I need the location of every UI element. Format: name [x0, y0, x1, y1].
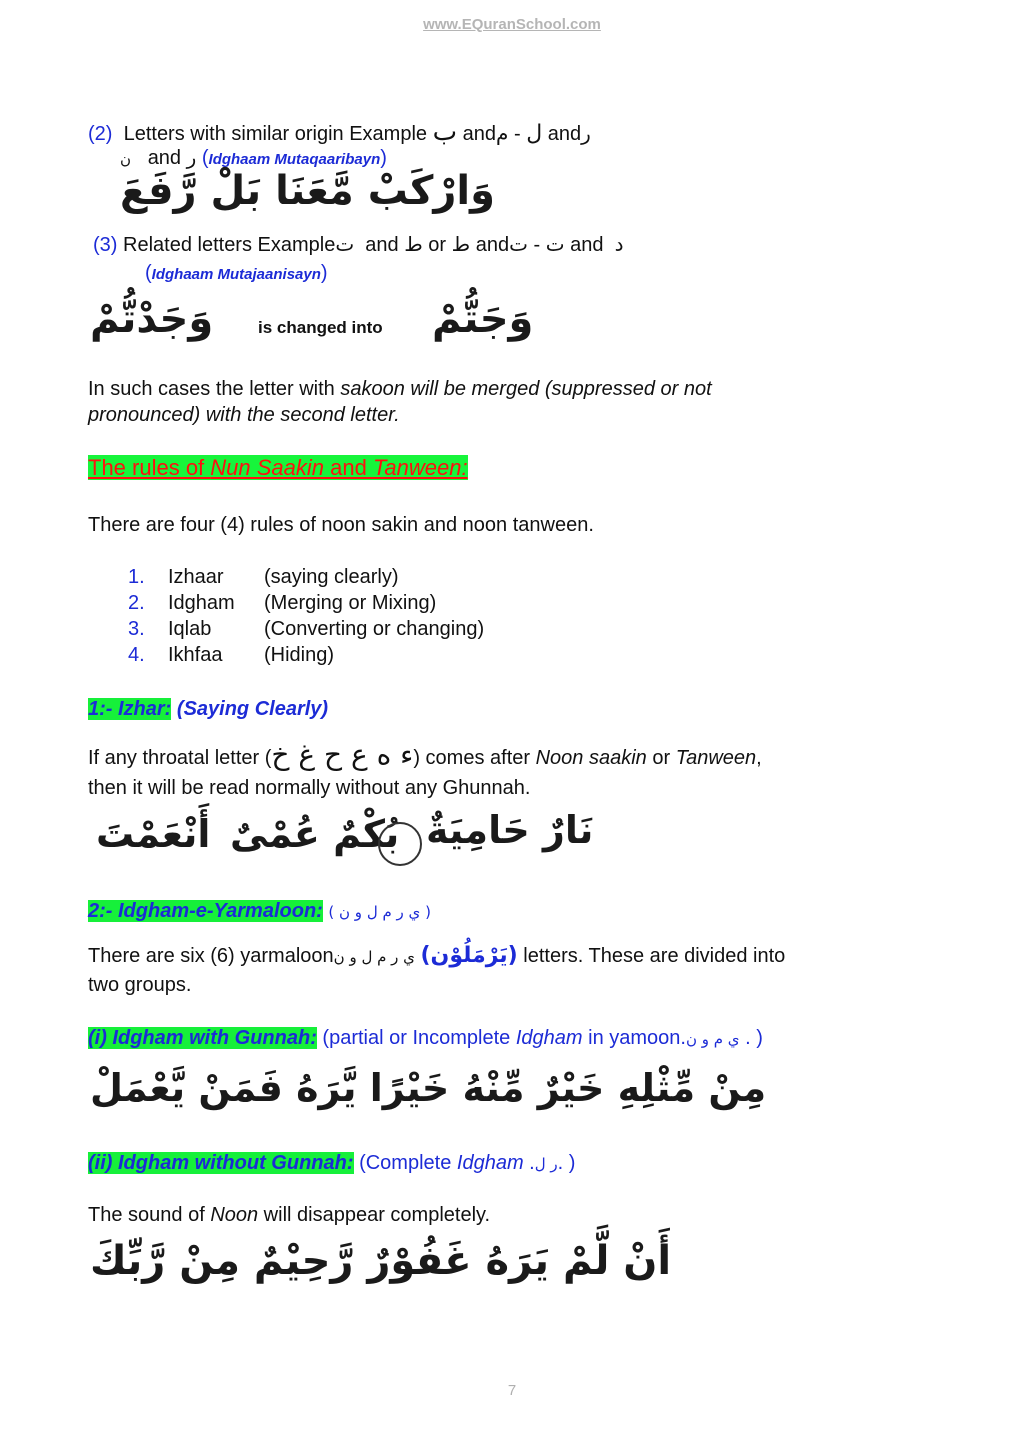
section-3-or: or: [428, 234, 447, 256]
yarmaloon-text-1a: There are six (6) yarmaloon: [88, 945, 334, 967]
section-2-and-2: and: [547, 123, 582, 145]
merge-text-2-italic: pronounced) with the second letter.: [88, 404, 400, 426]
rules-heading-and: and: [324, 455, 373, 480]
section-2-letter-meem: م: [496, 121, 509, 145]
section-3-dash: -: [533, 234, 541, 256]
rules-heading-pre: The rules of: [88, 455, 211, 480]
yarmaloon-word: (يَرْمَلُوْن): [420, 943, 518, 968]
page-number: 7: [507, 1382, 517, 1399]
izhar-throat-letters: ء ه ع ح غ خ: [271, 738, 414, 771]
rules-list: [128, 566, 484, 670]
section-3-and-2: and: [475, 234, 510, 256]
section-3-and-3: and: [570, 234, 604, 256]
site-url[interactable]: www.EQuranSchool.com: [423, 16, 601, 33]
gunnah-example: مِنْ مِّثْلِهِ خَيْرٌ مِّنْهُ خَيْرًا يَّرَهُ فَمَنْ يَّعْمَلْ: [90, 1066, 767, 1110]
rule-number: 2.: [128, 592, 145, 614]
section-2-letter-ra: ر: [581, 121, 591, 145]
izhar-label: 1:- Izhar:: [88, 698, 172, 720]
section-2-dash: -: [513, 123, 521, 145]
nogunnah-sound-b: will disappear completely.: [258, 1204, 491, 1226]
izhar-heading: [88, 698, 328, 721]
section-3-letter-ta-2: ت: [509, 232, 528, 256]
gunnah-letters: ي م و ن: [685, 1030, 740, 1048]
izhar-text-2: then it will be read normally without any Ghunnah.: [88, 777, 531, 799]
yarmaloon-heading: [88, 900, 431, 923]
yarmaloon-letters: ( ي ر م ل و ن ): [328, 903, 431, 921]
section-3-letter-taa-2: ط: [451, 232, 471, 256]
rule-item: [128, 592, 484, 618]
merge-text-1-italic: sakoon will be merged (suppressed or not: [340, 378, 712, 400]
nogunnah-label: (ii) Idgham without Gunnah:: [88, 1152, 354, 1174]
section-3-text: Related letters Example: [123, 234, 336, 256]
section-3-letter-taa: ط: [404, 232, 423, 256]
gunnah-desc-a: (partial or Incomplete: [322, 1027, 516, 1049]
nogunnah-sound-noon: Noon: [210, 1204, 259, 1226]
izhar-text-1a: If any throatal letter (: [88, 747, 272, 769]
nogunnah-desc-b: . ): [557, 1152, 576, 1174]
izhar-noon: Noon saakin: [535, 747, 647, 769]
section-3-paren-open: (: [145, 262, 152, 284]
rule-term: Iqlab: [168, 618, 212, 640]
gunnah-desc-b: in yamoon.: [582, 1027, 686, 1049]
section-2-letter-noon: ن: [120, 150, 132, 168]
rule-term: Izhaar: [168, 566, 224, 588]
rule-number: 4.: [128, 644, 145, 666]
section-2-letter-ra-2: ر: [186, 145, 197, 169]
izhar-example-2: بُكْمٌ عُمْىٌ: [230, 812, 400, 856]
section-2-letter-lam: ل: [526, 121, 543, 146]
nogunnah-desc-a: (Complete: [359, 1152, 457, 1174]
nogunnah-example: أَنْ لَّمْ يَرَهُ غَفُوْرٌ رَّحِيْمٌ مِنْ رَّبِّكَ: [90, 1238, 672, 1284]
merge-paragraph: [88, 376, 712, 428]
izhar-tanween: Tanween: [675, 747, 757, 769]
rule-desc: (Converting or changing): [264, 618, 485, 640]
section-3-number: (3): [93, 234, 118, 256]
rules-heading: [88, 455, 468, 481]
nogunnah-sound-a: The sound of: [88, 1204, 211, 1226]
section-3-changed-into: is changed into: [258, 318, 383, 337]
izhar-text-1b: ) comes after: [413, 747, 536, 769]
yarmaloon-label: 2:- Idgham-e-Yarmaloon:: [88, 900, 323, 922]
izhar-paragraph: [88, 740, 762, 803]
section-2-line-1: [88, 117, 591, 147]
nogunnah-sound: [88, 1204, 490, 1227]
rules-heading-nun: Nun Saakin: [210, 455, 325, 480]
section-2-and-3: and: [147, 147, 182, 169]
yarmaloon-text-1b: letters. These are divided into: [523, 945, 786, 967]
nogunnah-desc-dot: .: [523, 1152, 535, 1174]
gunnah-heading: [88, 1027, 763, 1050]
rule-term: Idgham: [168, 592, 235, 614]
izhar-example-3: أَنْعَمْتَ: [96, 812, 211, 856]
izhar-or: or: [646, 747, 676, 769]
izhar-desc: (Saying Clearly): [176, 698, 329, 720]
rules-intro: There are four (4) rules of noon sakin and noon tanween.: [88, 514, 594, 536]
section-2-letter-ba: ب: [432, 117, 458, 147]
rule-item: [128, 566, 484, 592]
merge-text-1: In such cases the letter with: [88, 378, 341, 400]
nogunnah-heading: [88, 1152, 575, 1175]
yarmaloon-text-2: two groups.: [88, 974, 192, 996]
izhar-comma: ,: [756, 747, 762, 769]
gunnah-desc-idgham: Idgham: [515, 1027, 583, 1049]
section-3-letter-ta-3: ت: [545, 232, 565, 256]
rule-term: Ikhfaa: [168, 644, 223, 666]
section-3-term-line: [145, 262, 328, 285]
gunnah-desc-c: . ): [739, 1027, 763, 1049]
section-2-and-1: and: [462, 123, 496, 145]
section-3-letter-dal: د: [614, 232, 624, 256]
gunnah-label: (i) Idgham with Gunnah:: [88, 1027, 317, 1049]
rule-number: 3.: [128, 618, 145, 640]
izhar-circle: [378, 822, 422, 866]
rule-item: [128, 644, 484, 670]
section-3-and-1: and: [365, 234, 399, 256]
izhar-example-1: نَارٌ حَامِيَةٌ: [426, 808, 594, 852]
section-3-line-1: [93, 232, 624, 257]
section-2-line-2: [120, 145, 387, 170]
section-2-paren-close: ): [380, 147, 387, 169]
rule-desc: (Hiding): [264, 644, 335, 666]
section-2-paren-open: (: [201, 147, 209, 169]
section-2-number: (2): [88, 123, 113, 145]
rule-number: 1.: [128, 566, 145, 588]
nogunnah-desc-idgham: Idgham: [456, 1152, 524, 1174]
rule-item: [128, 618, 484, 644]
section-3-letter-ta: ت: [335, 232, 355, 256]
section-2-term: Idghaam Mutaqaaribayn: [208, 151, 381, 168]
nogunnah-letters: ر ل: [534, 1155, 558, 1173]
rule-desc: (saying clearly): [264, 566, 399, 588]
section-3-example-before: وَجَدْتُّمْ: [90, 296, 214, 342]
rules-heading-tanween: Tanween:: [372, 455, 468, 480]
section-3-term: Idghaam Mutajaanisayn: [151, 266, 321, 283]
section-2-text: Letters with similar origin Example: [123, 123, 428, 145]
yarmaloon-ar-letters: ي ر م ل و ن: [333, 948, 415, 966]
section-2-example: وَارْكَبْ مَّعَنَا بَلْ رَّفَعَ: [120, 168, 495, 214]
section-3-paren-close: ): [320, 262, 328, 284]
rule-desc: (Merging or Mixing): [264, 592, 437, 614]
yarmaloon-paragraph: [88, 942, 785, 999]
section-3-example-after: وَجَتُّمْ: [432, 296, 534, 342]
